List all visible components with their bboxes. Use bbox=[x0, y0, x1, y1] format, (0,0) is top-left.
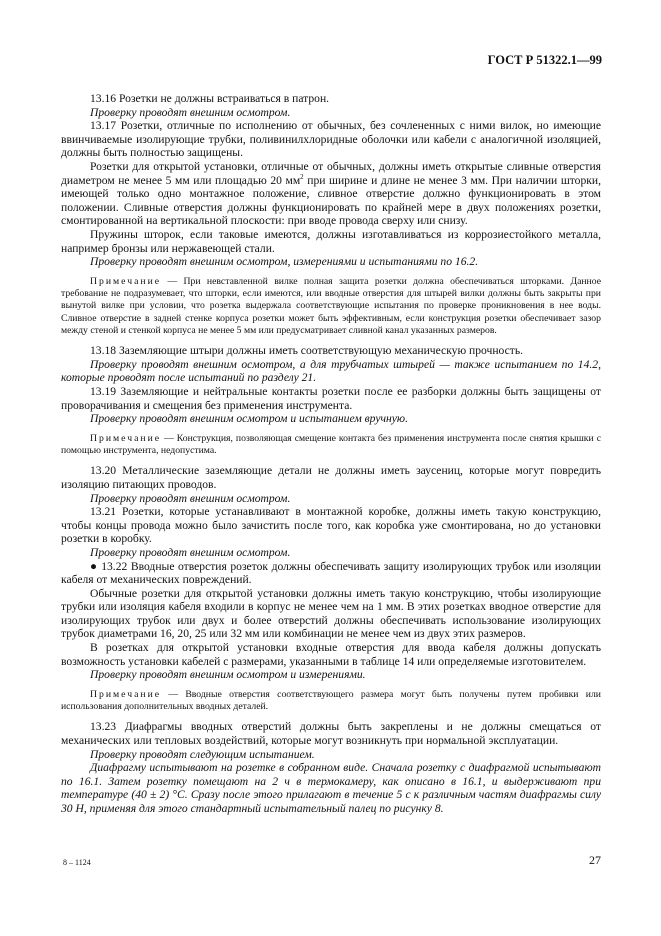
note-2 bbox=[61, 433, 601, 458]
note-label: Примечание bbox=[90, 275, 162, 287]
superscript: 2 bbox=[300, 172, 304, 181]
page-number: 27 bbox=[589, 853, 601, 867]
paragraph-springs: Пружины шторок, если таковые имеются, должны изготавливаться из коррозиестойкого металла, например бронзы или нержавеющей стали. bbox=[61, 227, 601, 255]
check-text: Проверку проводят внешним осмотром и измерениями. bbox=[90, 668, 366, 682]
note-text: — При невставленной вилке полная защита розетки должна обеспечиваться шторками. Данное требование не подразумевает, что шторки, если имеются, или вводные отверстия для штырей вилки должны быть закрыты при вынутой вилке при условии, что розетка выдержала соответствующие испытания по проверке проникновения в нее воды. Сливное отверстие в задней стенке корпуса розетки может быть эффективным, если конструкция розетки обеспечивает зазор между стеной и стенкой корпуса не менее 5 мм или предусматривает сливной канал указанных размеров. bbox=[61, 275, 601, 336]
clause-13-18: 13.18 Заземляющие штыри должны иметь соответствующую механическую прочность. bbox=[90, 344, 524, 358]
paragraph-cable-entries: В розетках для открытой установки входные отверстия для ввода кабеля должны допускать возможность установки кабелей с размерами, указанными в таблице 14 или определяемые изготовителем. bbox=[61, 641, 601, 668]
clause-13-16: 13.16 Розетки не должны встраиваться в патрон. bbox=[90, 92, 330, 105]
clause-13-23: 13.23 Диафрагмы вводных отверстий должны быть закреплены и не должны смещаться от механических или тепловых воздействий, которые могут возникнуть при нормальной эксплуатации. bbox=[61, 720, 601, 748]
check-text: Проверку проводят внешним осмотром. bbox=[90, 545, 291, 559]
clause-13-19: 13.19 Заземляющие и нейтральные контакты розетки после ее разборки должны быть защищены от проворачивания и смещения без применения инструмента. bbox=[61, 384, 601, 412]
clause-13-21: 13.21 Розетки, которые устанавливают в монтажной коробке, должны иметь такую конструкцию, чтобы концы провода можно было зачистить после того, как коробка уже смонтирована, но до установки розетки в коробку. bbox=[61, 505, 601, 546]
check-text: Проверку проводят внешним осмотром. bbox=[90, 491, 291, 505]
paragraph-drain-holes bbox=[61, 160, 601, 228]
clause-13-20: 13.20 Металлические заземляющие детали не должны иметь заусениц, которые могут повредить изоляцию питающих проводов. bbox=[61, 464, 601, 491]
note-text: — Конструкция, позволяющая смещение контакта без применения инструмента после снятия крышки с помощью инструмента, недопустима. bbox=[61, 432, 601, 457]
note-label: Примечание bbox=[90, 688, 162, 700]
paragraph-ordinary-sockets: Обычные розетки для открытой установки должны иметь такую конструкцию, чтобы изолирующие трубки или изоляция кабеля входили в корпус не менее чем на 1 мм. В этих розетках вводное отверстие для изолирующих трубок или двух и более отверстий должны обеспечивать использование изолирующих трубок диаметрами 16, 20, 25 или 32 мм или комбинации не менее чем из двух этих размеров. bbox=[61, 586, 601, 641]
document-header: ГОСТ Р 51322.1—99 bbox=[487, 53, 602, 67]
test-procedure: Диафрагму испытывают на розетке в собранном виде. Сначала розетку с диафрагмой испытывают по 16.1. Затем розетку помещают на 2 ч в термокамеру, как описано в 16.1, и выдерживают при температуре (40 ± 2) °С. Сразу после этого прилагают в течение 5 с к различным частям диафрагмы силу 30 Н, применяя для этого стандартный испытательный палец по рисунку 8. bbox=[61, 761, 601, 816]
check-text: Проверку проводят внешним осмотром и испытанием вручную. bbox=[90, 412, 408, 426]
print-code: 8 – 1124 bbox=[63, 858, 91, 867]
check-text: Проверку проводят внешним осмотром. bbox=[90, 105, 291, 119]
check-text: Проверку проводят внешним осмотром, а для трубчатых штырей — также испытанием по 14.2, которые проводят после испытаний по разделу 21. bbox=[61, 357, 601, 385]
note-label: Примечание bbox=[90, 432, 162, 444]
drain-text-b: при ширине и длине не менее 3 мм. При наличии шторки, имеющей только одно монтажное положение, сливное отверстие должно функционировать в этом положении. Сливные отверстия должны функционировать по крайней мере в двух положениях розетки, смонтированной на вертикальной плоскости: при вводе провода сверху или снизу. bbox=[61, 173, 601, 228]
note-text: — Вводные отверстия соответствующего размера могут быть получены путем пробивки или использования дополнительных вводных деталей. bbox=[61, 688, 601, 713]
note-3 bbox=[61, 689, 601, 714]
check-text: Проверку проводят следующим испытанием. bbox=[90, 747, 315, 761]
note-1 bbox=[61, 276, 601, 337]
page-body bbox=[61, 92, 601, 816]
clause-13-17: 13.17 Розетки, отличные по исполнению от обычных, без сочлененных с ними вилок, но имеющие ввинчиваемые изолирующие трубки, поливинилхлоридные оболочки или кабели с аналогичной изоляцией, должны быть полностью защищены. bbox=[61, 119, 601, 160]
clause-13-22: ● 13.22 Вводные отверстия розеток должны обеспечивать защиту изолирующих трубок или изоляции кабеля от механических повреждений. bbox=[61, 559, 601, 587]
drain-text-a: Розетки для открытой установки, отличные от обычных, должны иметь открытые сливные отверстия диаметром не менее 5 мм или площадью 20 мм bbox=[61, 159, 601, 187]
check-text: Проверку проводят внешним осмотром, измерениями и испытаниями по 16.2. bbox=[90, 255, 479, 269]
